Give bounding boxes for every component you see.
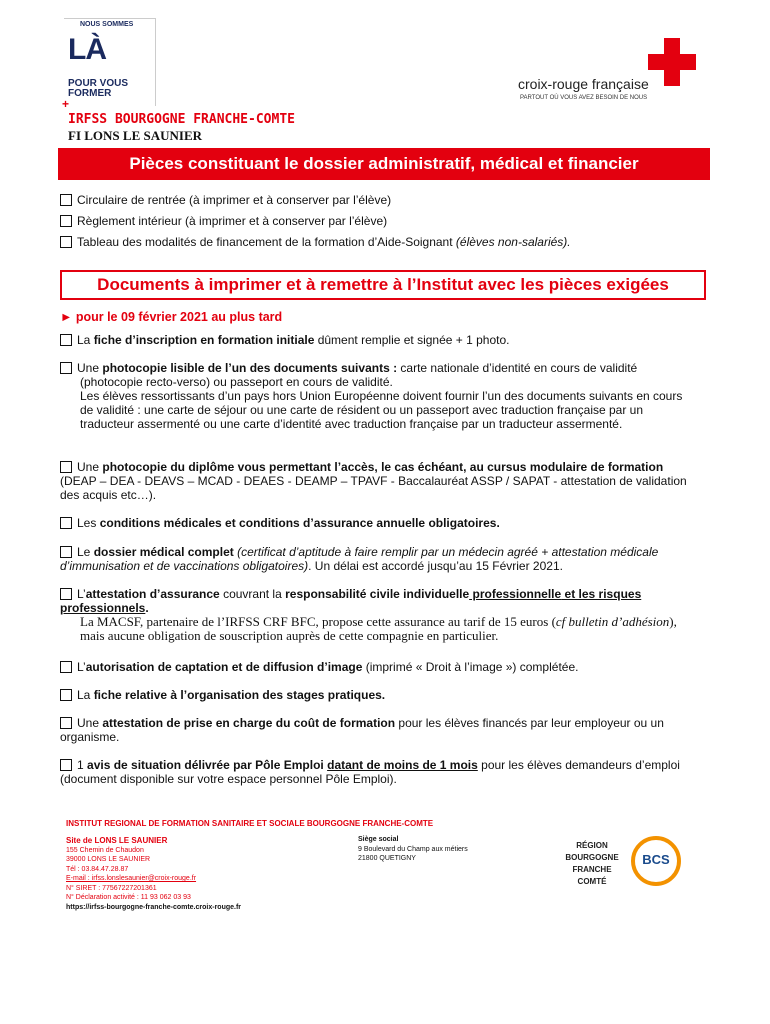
deadline: ► pour le 09 février 2021 au plus tard bbox=[60, 310, 283, 324]
section-title: Documents à imprimer et à remettre à l’Institut avec les pièces exigées bbox=[60, 270, 706, 300]
item-bold: responsabilité civile individuelle bbox=[285, 587, 470, 601]
footer-line: N° Déclaration activité : 11 93 062 03 93 bbox=[66, 894, 191, 901]
item-text: pour les élèves demandeurs d’emploi (document disponible sur votre espace personnel Pôle Emploi). bbox=[60, 758, 680, 786]
checklist-item-identite bbox=[60, 361, 690, 431]
item-bold: attestation de prise en charge du coût de formation bbox=[102, 716, 396, 730]
item-text: 1 bbox=[77, 758, 88, 772]
region-line: COMTÉ bbox=[577, 877, 607, 886]
footer-line: 155 Chemin de Chaudon bbox=[66, 846, 144, 854]
checklist-item-diplome bbox=[60, 460, 690, 502]
red-cross-icon bbox=[648, 38, 696, 86]
item-underlined: datant de moins de 1 mois bbox=[327, 758, 478, 772]
item-text: Les bbox=[77, 516, 100, 530]
footer-line: 21800 QUETIGNY bbox=[358, 855, 416, 862]
item-text: L’ bbox=[77, 587, 86, 601]
footer-line: N° SIRET : 77567227201361 bbox=[66, 884, 157, 892]
item-text: pour les élèves financés par leur employeur ou un organisme. bbox=[60, 716, 664, 744]
region-line: BOURGOGNE bbox=[565, 853, 619, 862]
item-text: . Un délai est accordé jusqu’au 15 Février 2021. bbox=[308, 559, 563, 573]
item-bold: conditions médicales et conditions d’assurance annuelle obligatoires. bbox=[99, 516, 500, 530]
bcs-logo bbox=[631, 836, 681, 886]
assurance-note bbox=[60, 615, 690, 643]
checklist-item-conditions bbox=[60, 516, 690, 530]
item-text: carte nationale d’identité en cours de validité bbox=[397, 361, 638, 375]
region-line: FRANCHE bbox=[572, 865, 612, 874]
item-bold: autorisation de captation et de diffusion d’image bbox=[85, 660, 363, 674]
plus-icon: + bbox=[62, 97, 70, 111]
note-text: La MACSF, partenaire de l’IRFSS CRF BFC, propose cette assurance au tarif de 15 euros ( bbox=[80, 614, 556, 629]
logo-big-text: LÀ bbox=[68, 33, 106, 66]
item-text: (DEAP – DEA - DEAVS – MCAD - DEAES - DEAMP – TPAVF - Baccalauréat ASSP / SAPAT - attestation de validation des acquis etc…). bbox=[60, 474, 687, 502]
checklist-item-image bbox=[60, 660, 690, 674]
item-bold: fiche relative à l’organisation des stages pratiques. bbox=[93, 688, 386, 702]
item-bold: dossier médical complet bbox=[93, 545, 234, 559]
footer-title: INSTITUT REGIONAL DE FORMATION SANITAIRE ET SOCIALE BOURGOGNE FRANCHE-COMTE bbox=[66, 819, 434, 828]
item-text: La bbox=[77, 688, 94, 702]
provided-item bbox=[60, 235, 571, 250]
checkbox[interactable] bbox=[60, 689, 72, 701]
croix-rouge-logo-text: croix-rouge française bbox=[518, 76, 649, 92]
checkbox[interactable] bbox=[60, 362, 72, 374]
checkbox[interactable] bbox=[60, 236, 72, 248]
institute-site: FI LONS LE SAUNIER bbox=[68, 128, 203, 143]
item-text: (imprimé « Droit à l’image ») complétée. bbox=[362, 660, 579, 674]
item-bold: photocopie du diplôme vous permettant l’accès, le cas échéant, au cursus modulaire de formation bbox=[102, 460, 664, 474]
logo-pour-line: POUR VOUS bbox=[68, 78, 129, 89]
footer-siege-label: Siège social bbox=[358, 836, 399, 843]
checkbox[interactable] bbox=[60, 461, 72, 473]
checkbox[interactable] bbox=[60, 215, 72, 227]
item-bold: avis de situation délivrée par Pôle Emploi bbox=[87, 758, 324, 772]
logo-former-line: FORMER bbox=[68, 88, 112, 99]
item-bold: fiche d’inscription en formation initiale bbox=[93, 333, 315, 347]
note-emphasis: cf bulletin d’adhésion bbox=[555, 614, 670, 629]
item-underlined: et les risques professionnels bbox=[60, 587, 642, 615]
region-line: RÉGION bbox=[576, 841, 608, 850]
note-text: ), mais aucune obligation de souscription auprès de cette compagnie en particulier. bbox=[80, 614, 677, 643]
checkbox[interactable] bbox=[60, 588, 72, 600]
bcs-text: BCS bbox=[642, 852, 670, 867]
checklist-item-fiche bbox=[60, 333, 690, 347]
footer-url-link[interactable]: https://irfss-bourgogne-franche-comte.croix-rouge.fr bbox=[66, 904, 242, 911]
item-bold: . bbox=[145, 601, 149, 615]
item-text: dûment remplie et signée + 1 photo. bbox=[314, 333, 510, 347]
item-text: couvrant la bbox=[219, 587, 286, 601]
item-text: L’ bbox=[77, 660, 86, 674]
footer-line: 39000 LONS LE SAUNIER bbox=[66, 856, 151, 863]
item-text: Les élèves ressortissants d’un pays hors Union Européenne doivent fournir l’un des documents suivants en cours de validité : une carte de séjour ou une carte de résident ou un passeport avec traduction française par un traducteur assermenté ou une carte d’identité avec traduction française par un traducteur assermenté. bbox=[80, 389, 683, 431]
provided-text: Circulaire de rentrée (à imprimer et à conserver par l’élève) bbox=[77, 193, 392, 207]
checklist-item-assurance bbox=[60, 587, 690, 643]
checkbox[interactable] bbox=[60, 194, 72, 206]
item-text: La bbox=[77, 333, 94, 347]
checklist-item-stages bbox=[60, 688, 690, 702]
provided-item bbox=[60, 193, 391, 208]
checklist-item-financement bbox=[60, 716, 690, 744]
provided-emphasis: (élèves non-salariés). bbox=[455, 235, 571, 249]
item-text: Une bbox=[77, 716, 103, 730]
item-emphasis: (certificat d’aptitude à faire remplir par un médecin agréé + attestation médicale d’immunisation et de vaccinations obligatoires) bbox=[60, 545, 659, 573]
main-banner-title: Pièces constituant le dossier administratif, médical et financier bbox=[58, 148, 710, 180]
item-underlined: professionnelle bbox=[469, 587, 562, 601]
checkbox[interactable] bbox=[60, 759, 72, 771]
logo-small-text: NOUS SOMMES bbox=[80, 21, 134, 28]
item-text: (photocopie recto-verso) ou passeport en cours de validité. bbox=[80, 375, 393, 389]
item-text: Le bbox=[77, 545, 94, 559]
checkbox[interactable] bbox=[60, 334, 72, 346]
checkbox[interactable] bbox=[60, 517, 72, 529]
checkbox[interactable] bbox=[60, 717, 72, 729]
footer-site-block bbox=[66, 836, 196, 903]
footer-site-label: Site de LONS LE SAUNIER bbox=[66, 836, 168, 845]
footer-email-link[interactable]: E-mail : irfss.lonslesaunier@croix-rouge.fr bbox=[66, 875, 197, 882]
croix-rouge-tagline: PARTOUT OÙ VOUS AVEZ BESOIN DE NOUS bbox=[520, 95, 648, 101]
footer-line: 9 Boulevard du Champ aux métiers bbox=[358, 845, 468, 853]
provided-text: Tableau des modalités de financement de la formation d’Aide-Soignant bbox=[77, 235, 456, 249]
checkbox[interactable] bbox=[60, 546, 72, 558]
provided-text: Règlement intérieur (à imprimer et à conserver par l’élève) bbox=[77, 214, 388, 228]
footer-line: Tél : 03.84.47.28.87 bbox=[66, 865, 129, 873]
checklist-item-pole-emploi bbox=[60, 758, 690, 786]
item-text: Une bbox=[77, 460, 103, 474]
institute-name: IRFSS BOURGOGNE FRANCHE-COMTE bbox=[68, 112, 295, 127]
checkbox[interactable] bbox=[60, 661, 72, 673]
footer-siege-block bbox=[358, 835, 468, 864]
nous-sommes-la-logo bbox=[62, 18, 156, 111]
region-bfc-logo bbox=[558, 840, 626, 888]
item-text: Une bbox=[77, 361, 103, 375]
checklist-item-medical bbox=[60, 545, 690, 573]
provided-item bbox=[60, 214, 387, 229]
logo-pour-text bbox=[68, 79, 128, 99]
item-bold: attestation d’assurance bbox=[85, 587, 220, 601]
item-bold: photocopie lisible de l’un des documents suivants : bbox=[102, 361, 398, 375]
